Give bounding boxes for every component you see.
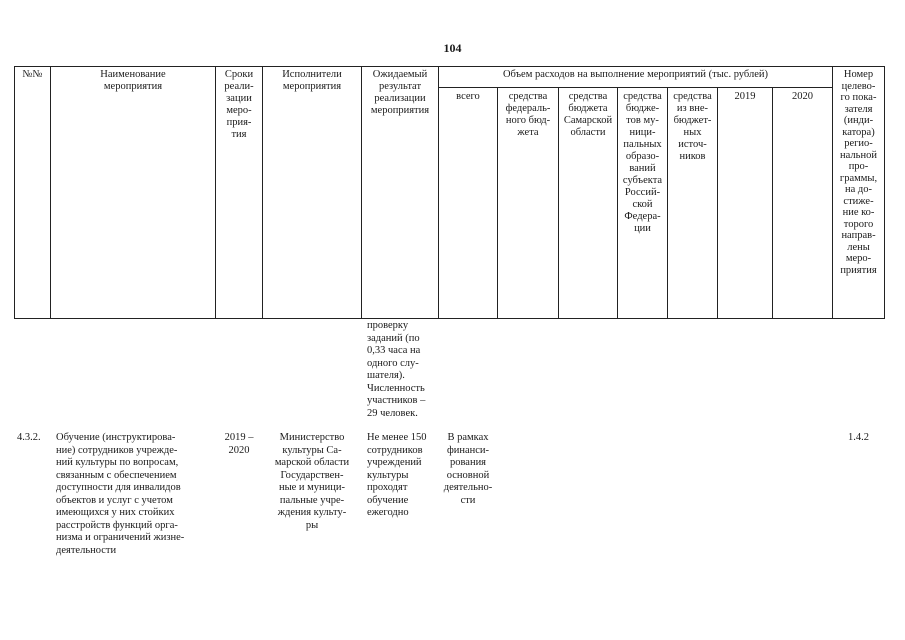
col-divider	[50, 66, 51, 319]
header-terms: Сроки реали- зации меро- прия- тия	[224, 69, 254, 140]
col-divider	[717, 87, 718, 319]
header-executors: Исполнители мероприятия	[282, 69, 342, 92]
header-top-border	[14, 66, 885, 67]
col-divider	[262, 66, 263, 319]
header-extrabudget: средства из вне- бюджет- ных источ- ников	[673, 91, 712, 162]
row-executors: Министерство культуры Са- марской области Государствен- ные и муници- пальные учре- ждения культу- ры	[274, 432, 350, 531]
header-bottom-border	[14, 318, 885, 319]
row-terms: 2019 – 2020	[224, 432, 254, 456]
header-expected: Ожидаемый результат реализации мероприятия	[370, 69, 430, 116]
row-total: В рамках финанси- рования основной деятельно- сти	[443, 432, 493, 506]
col-divider	[14, 66, 15, 319]
row-num: 4.3.2.	[17, 432, 41, 443]
header-federal: средства федераль- ного бюд- жета	[505, 91, 551, 138]
col-divider	[884, 66, 885, 319]
page-number: 104	[443, 41, 462, 55]
header-num: №№	[22, 69, 43, 80]
row-name: Обучение (инструктирова- ние) сотрудников учрежде- ний культуры по вопросам, связанным с обеспечением доступности для инвалидов объектов и услуг с учетом имеющихся у них стойких расстройств функций орга- низма и ограничений жизне- деятельности	[56, 432, 185, 556]
header-year-2020: 2020	[792, 91, 813, 102]
continuation-text: проверку заданий (по 0,33 часа на одного слу- шателя). Численность участников – 29 человек.	[367, 320, 426, 419]
header-indicator: Номер целево- го пока- зателя (инди- катора) регио- нальной про- граммы, на до- стиже- ние ко- торого направ- лены меро- приятия	[839, 69, 878, 276]
row-expected: Не менее 150 сотрудников учреждений культуры проходят обучение ежегодно	[367, 432, 427, 518]
header-total: всего	[456, 91, 480, 102]
header-volume-group: Объем расходов на выполнение мероприятий (тыс. рублей)	[502, 69, 769, 80]
header-regional: средства бюджета Самарской области	[563, 91, 613, 138]
header-name: Наименование мероприятия	[100, 69, 166, 92]
header-municipal: средства бюдже- тов му- ници- пальных образо- ваний субъекта Россий- ской Федера- ции	[622, 91, 663, 234]
col-divider	[772, 87, 773, 319]
col-divider	[438, 66, 439, 319]
header-year-2019: 2019	[734, 91, 756, 102]
row-indicator: 1.4.2	[848, 432, 869, 443]
